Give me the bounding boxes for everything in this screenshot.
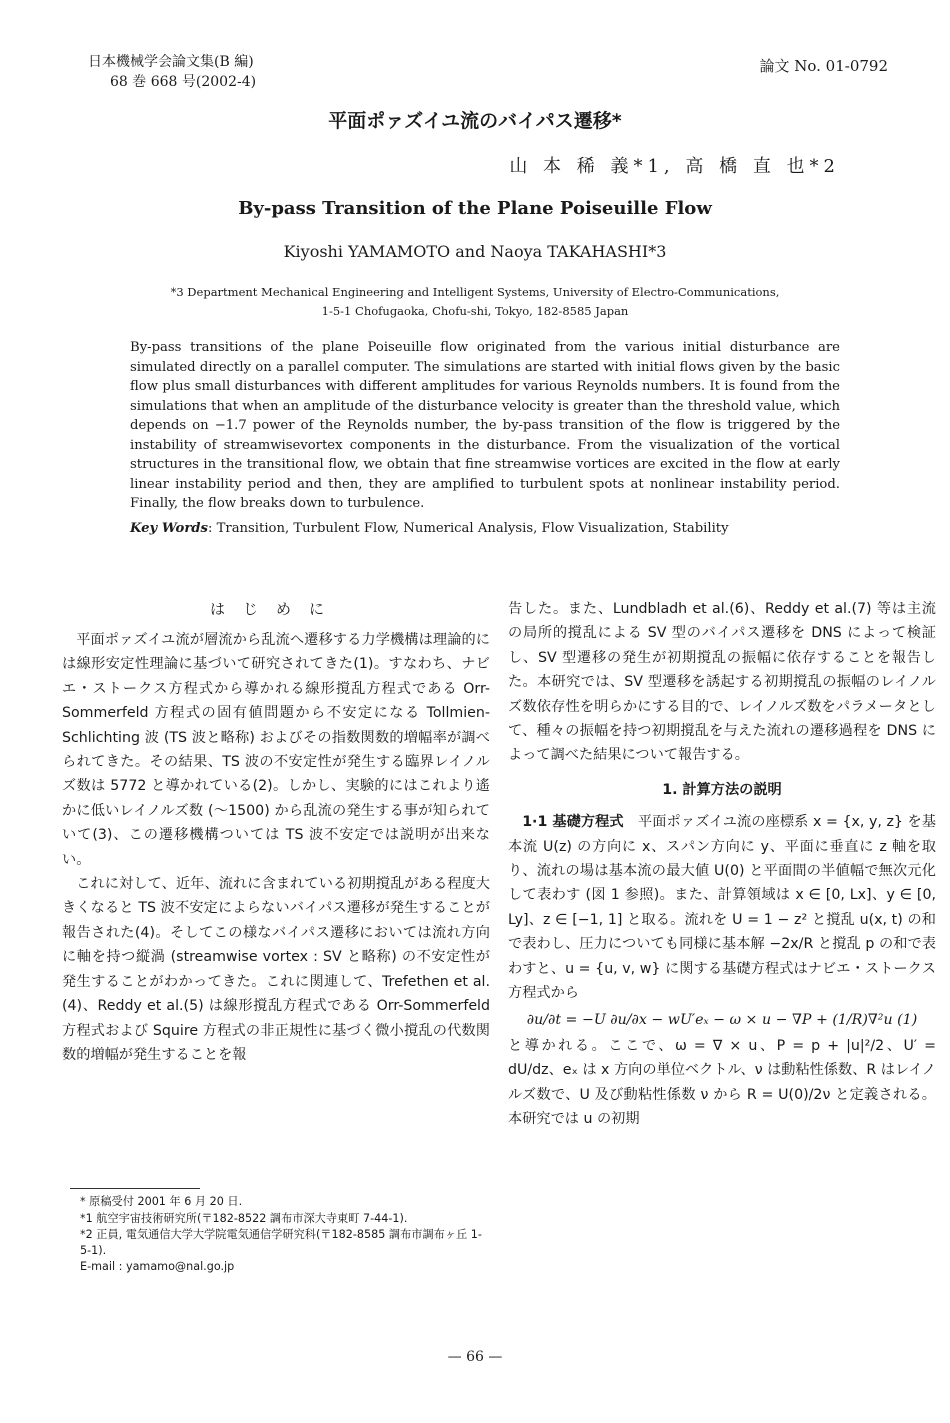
title-english: By-pass Transition of the Plane Poiseuille Flow: [238, 198, 712, 219]
subsection-heading: 1·1 基礎方程式: [522, 814, 624, 831]
equation-1: ∂u/∂t = −U ∂u/∂x − wU′eₓ − ω × u − ∇P + (1/R)∇²u (1): [526, 1011, 918, 1028]
intro-heading: はじめに: [209, 600, 342, 618]
affiliation-line-2: 1-5-1 Chofugaoka, Chofu-shi, Tokyo, 182-8585 Japan: [321, 304, 629, 318]
section-1-paragraph-2: と導かれる。ここで、ω = ∇ × u、P = p + |u|²/2、U′ = dU/dz、eₓ は x 方向の単位ベクトル、ν は動粘性係数、R はレイノルズ数で、U 及び動粘性係数 ν から R = U(0)/2ν と定義される。本研究では u の初期: [508, 1037, 936, 1128]
title-japanese: 平面ポァズイユ流のバイパス遷移*: [328, 110, 622, 132]
footnote-received: * 原稿受付 2001 年 6 月 20 日.: [80, 1195, 243, 1208]
intro-paragraph-3: 告した。また、Lundbladh et al.(6)、Reddy et al.(7) 等は主流の局所的撹乱による SV 型のバイパス遷移を DNS によって検証し、SV 型遷移の発生が初期撹乱の振幅に依存することを報告した。本研究では、SV 型遷移を誘起する初期撹乱の振幅のレイノルズ数依存性を明らかにする目的で、レイノルズ数をパラメータとして、種々の振幅を持つ初期撹乱を与えた流れの遷移過程を DNS によって調べた結果について報告する。: [508, 601, 936, 764]
footnote-author-1: *1 航空宇宙技術研究所(〒182-8522 調布市深大寺東町 7-44-1).: [80, 1211, 408, 1225]
abstract: By-pass transitions of the plane Poiseuille flow originated from the various initial disturbance are simulated directly on a parallel computer. The simulations are started with initial flows given by the basic flow plus small disturbances with different amplitudes for various Reynolds numbers. It is found from the simulations that when an amplitude of the disturbance velocity is greater than the threshold value, which depends on −1.7 power of the Reynolds number, the by-pass transition of the flow is triggered by the instability of streamwisevortex components in the disturbance. From the visualization of the vortical structures in the transitional flow, we obtain that fine streamwise vortices are excited in the flow at early linear instability period and then, they are amplified to turbulent spots at nonlinear instability period. Finally, the flow breaks down to turbulence.: [130, 340, 840, 511]
keywords-label: Key Words: [130, 521, 208, 536]
footnotes: [80, 1194, 490, 1276]
right-column: [508, 597, 936, 1132]
page-number: — 66 —: [447, 1349, 503, 1365]
journal-volume: 68 巻 668 号(2002-4): [110, 74, 257, 90]
paper-number: 論文 No. 01-0792: [759, 57, 888, 75]
authors-english: Kiyoshi YAMAMOTO and Naoya TAKAHASHI*3: [283, 242, 667, 261]
keywords-text: : Transition, Turbulent Flow, Numerical Analysis, Flow Visualization, Stability: [207, 521, 729, 536]
footnote-divider: [70, 1188, 200, 1189]
footnote-email: E-mail : yamamo@nal.go.jp: [80, 1260, 235, 1273]
section-1-paragraph-1: 平面ポァズイユ流の座標系 x = {x, y, z} を基本流 U(z) の方向に x、スパン方向に y、平面に垂直に z 軸を取り、流れの場は基本流の最大値 U(0) と平面間の半値幅で無次元化して表わす (図 1 参照)。また、計算領域は x ∈ [0, Lx]、y ∈ [0, Ly]、z ∈ [−1, 1] と取る。流れを U = 1 − z² と撹乱 u(x, t) の和で表わし、圧力についても同様に基本解 −2x/R と撹乱 p の和で表わすと、u = {u, v, w} に関する基礎方程式はナビエ・ストークス方程式から: [508, 814, 936, 1002]
affiliation-line-1: *3 Department Mechanical Engineering and Intelligent Systems, University of Electro-Communications,: [170, 285, 780, 299]
affiliation: [0, 283, 950, 321]
section-1-heading: 1. 計算方法の説明: [662, 781, 782, 798]
keywords: [130, 521, 850, 536]
journal-name: 日本機械学会論文集(B 編): [88, 54, 254, 70]
footnote-author-2: *2 正員, 電気通信大学大学院電気通信学研究科(〒182-8585 調布市調布ヶ丘 1-5-1).: [80, 1228, 482, 1257]
authors-japanese: 山 本 稀 義*1, 高 橋 直 也*2: [509, 156, 840, 177]
intro-paragraph-2: これに対して、近年、流れに含まれている初期撹乱がある程度大きくなると TS 波不安定によらないバイパス遷移が発生することが報告された(4)。そしてこの様なバイパス遷移においては流れ方向に軸を持つ縦渦 (streamwise vortex : SV と略称) の不安定性が発生することがわかってきた。これに関連して、Trefethen et al.(4)、Reddy et al.(5) は線形撹乱方程式である Orr-Sommerfeld 方程式および Squire 方程式の非正規性に基づく微小撹乱の代数関数的増幅が発生することを報: [62, 876, 490, 1063]
journal-info: [88, 52, 256, 92]
intro-paragraph-1: 平面ポァズイユ流が層流から乱流へ遷移する力学機構は理論的には線形安定性理論に基づいて研究されてきた(1)。すなわち、ナビエ・ストークス方程式から導かれる線形撹乱方程式である Orr-Sommerfeld 方程式の固有値問題から不安定になる Tollmien-Schlichting 波 (TS 波と略称) およびその指数関数的増幅率が調べられてきた。その結果、TS 波の不安定性が発生する臨界レイノルズ数は 5772 と導かれている(2)。しかし、実験的にはこれより遙かに低いレイノルズ数 (～1500) から乱流の発生する事が知られていて(3)、この遷移機構ついては TS 波不安定では説明が出来ない。: [62, 632, 490, 868]
left-column: [62, 628, 490, 1067]
